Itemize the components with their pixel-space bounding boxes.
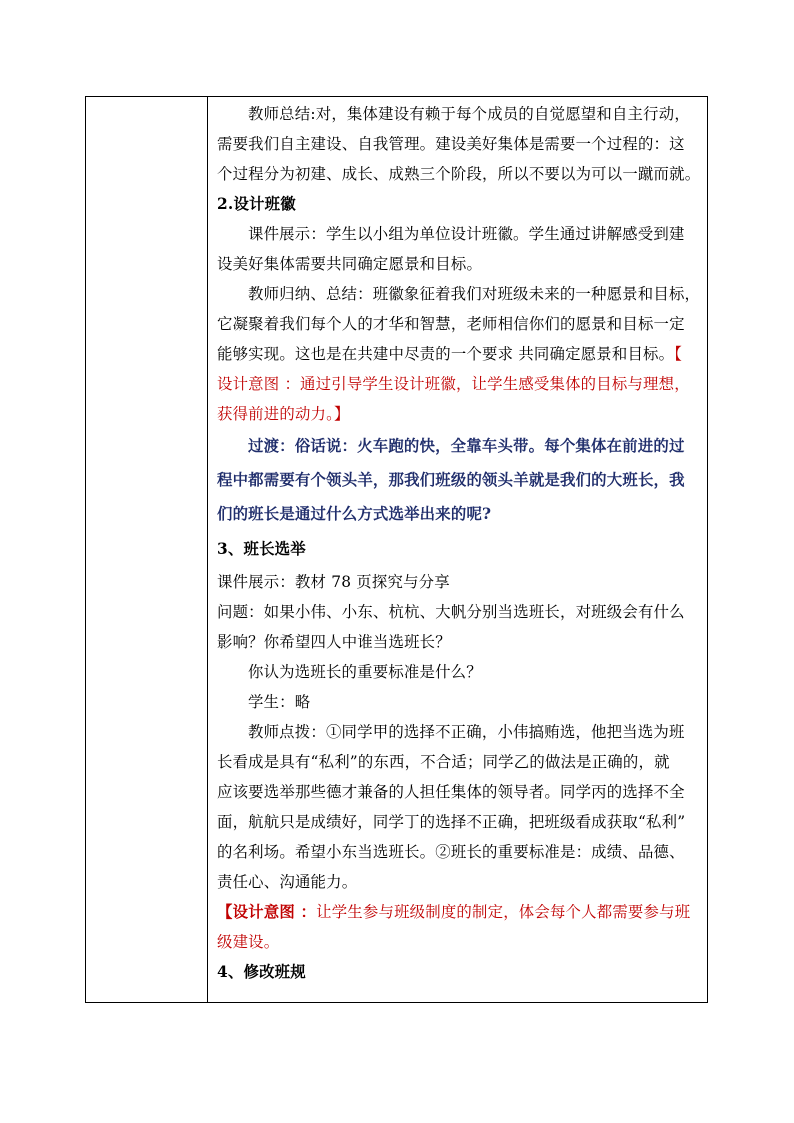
section-heading: 4、修改班规 <box>217 963 306 981</box>
lesson-table <box>85 96 708 1003</box>
paragraph-line: 需要我们自主建设、自我管理。建设美好集体是需要一个过程的：这 <box>217 135 685 153</box>
paragraph-line: 课件展示：学生以小组为单位设计班徽。学生通过讲解感受到建 <box>248 225 685 243</box>
paragraph-line: 长看成是具有“私利”的东西，不合适；同学乙的做法是正确的，就 <box>217 753 670 771</box>
transition-line: 程中都需要有个领头羊，那我们班级的领头羊就是我们的大班长，我 <box>217 471 685 489</box>
design-intent-line: 获得前进的动力。】 <box>217 405 350 423</box>
design-intent-label: 【设计意图 ： <box>217 903 317 921</box>
design-intent-bracket: 【 <box>674 345 683 363</box>
paragraph-line: 教师总结:对，集体建设有赖于每个成员的自觉愿望和自主行动， <box>248 105 690 123</box>
paragraph-line: 应该要选举那些德才兼备的人担任集体的领导者。同学丙的选择不全 <box>217 783 685 801</box>
paragraph-line: 你认为选班长的重要标准是什么？ <box>248 663 482 681</box>
paragraph-line: 面，航航只是成绩好，同学丁的选择不正确，把班级看成获取“私利” <box>217 813 686 831</box>
design-intent-text: 让学生参与班级制度的制定，体会每个人都需要参与班 <box>316 903 691 921</box>
paragraph-line: 学生：略 <box>248 693 311 711</box>
paragraph-line: 责任心、沟通能力。 <box>217 873 358 891</box>
paragraph-line: 课件展示：教材 78 页探究与分享 <box>217 573 450 591</box>
paragraph-line: 个过程分为初建、成长、成熟三个阶段，所以不要以为可以一蹴而就。 <box>217 165 701 183</box>
paragraph-text: 能够实现。这也是在共建中尽责的一个要求 共同确定愿景和目标。 <box>217 345 675 363</box>
design-intent-line: 设计意图 ：通过引导学生设计班徽，让学生感受集体的目标与理想， <box>217 375 690 393</box>
paragraph-line: 教师归纳、总结：班徽象征着我们对班级未来的一种愿景和目标， <box>248 285 701 303</box>
paragraph-line: 影响？你希望四人中谁当选班长？ <box>217 633 451 651</box>
section-heading: 2.设计班徽 <box>217 195 296 213</box>
paragraph-line: 教师点拨：①同学甲的选择不正确，小伟搞贿选，他把当选为班 <box>248 723 685 741</box>
transition-line: 们的班长是通过什么方式选举出来的呢? <box>217 505 492 523</box>
paragraph-line: 设美好集体需要共同确定愿景和目标。 <box>217 255 483 273</box>
design-intent-line: 级建设。 <box>217 933 280 951</box>
paragraph-line <box>217 339 705 369</box>
design-intent-line <box>217 897 705 927</box>
paragraph-line: 问题：如果小伟、小东、杭杭、大帆分别当选班长，对班级会有什么 <box>217 603 685 621</box>
paragraph-line: 的名利场。希望小东当选班长。②班长的重要标准是：成绩、品德、 <box>217 843 685 861</box>
section-heading: 3、班长选举 <box>217 540 306 558</box>
transition-line: 过渡：俗话说：火车跑的快，全靠车头带。每个集体在前进的过 <box>248 437 685 455</box>
lesson-content-cell <box>217 99 705 987</box>
column-divider <box>207 97 208 1002</box>
paragraph-line: 它凝聚着我们每个人的才华和智慧，老师相信你们的愿景和目标一定 <box>217 315 685 333</box>
